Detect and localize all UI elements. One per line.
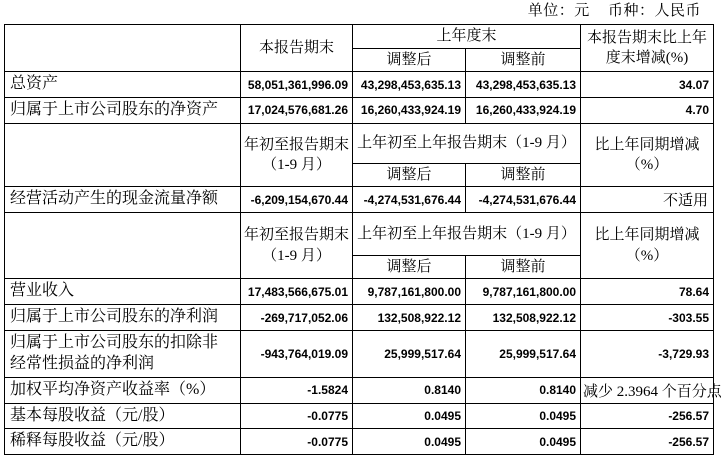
row-label: 总资产 — [5, 72, 241, 98]
cell-adjusted: 0.8140 — [353, 377, 466, 403]
unit-currency-line — [528, 1, 701, 22]
financial-summary-table — [4, 24, 722, 455]
cell-change: 34.07 — [581, 72, 714, 98]
row-label: 经营活动产生的现金流量净额 — [5, 187, 241, 213]
cell-before: 9,787,161,800.00 — [466, 279, 581, 305]
cell-change: 4.70 — [581, 98, 714, 124]
cell-before: 16,260,433,924.19 — [466, 98, 581, 124]
cell-adjusted: 43,298,453,635.13 — [353, 72, 466, 98]
table-row — [5, 279, 714, 305]
col-header-change-3: 比上年同期增减（%） — [581, 213, 714, 279]
cell-change: 不适用 — [581, 187, 714, 213]
cell-current: -6,209,154,670.44 — [241, 187, 353, 213]
table-row — [5, 403, 714, 429]
header-blank-cell — [5, 213, 241, 279]
cell-current: -1.5824 — [241, 377, 353, 403]
cell-current: -0.0775 — [241, 429, 353, 455]
col-header-before-adjust-1: 调整前 — [466, 49, 581, 72]
cell-before: 25,999,517.64 — [466, 331, 581, 378]
cell-adjusted: -4,274,531,676.44 — [353, 187, 466, 213]
col-header-before-adjust-2: 调整前 — [466, 163, 581, 186]
cell-adjusted: 0.0495 — [353, 403, 466, 429]
table-row — [5, 331, 714, 378]
col-header-current-period-2: 年初至报告期末（1-9 月） — [241, 123, 353, 186]
cell-current: 17,024,576,681.26 — [241, 98, 353, 124]
cell-change: -3,729.93 — [581, 331, 714, 378]
cell-change: 78.64 — [581, 279, 714, 305]
row-label: 归属于上市公司股东的净资产 — [5, 98, 241, 124]
col-header-prev-group-2: 上年初至上年报告期末（1-9 月） — [353, 123, 581, 163]
col-header-change-2: 比上年同期增减（%） — [581, 123, 714, 186]
cell-current: -0.0775 — [241, 403, 353, 429]
col-header-prev-group-1: 上年度末 — [353, 25, 581, 49]
row-label: 归属于上市公司股东的扣除非经常性损益的净利润 — [5, 331, 241, 378]
currency-label: 币种：人民币 — [607, 3, 701, 19]
row-label: 加权平均净资产收益率（%） — [5, 377, 241, 403]
cell-before: -4,274,531,676.44 — [466, 187, 581, 213]
cell-change: -256.57 — [581, 429, 714, 455]
cell-current: 58,051,361,996.09 — [241, 72, 353, 98]
table-row — [5, 98, 714, 124]
cell-current: -943,764,019.09 — [241, 331, 353, 378]
cell-before: 0.0495 — [466, 403, 581, 429]
row-label: 稀释每股收益（元/股） — [5, 429, 241, 455]
col-header-current-period-1: 本报告期末 — [241, 25, 353, 72]
unit-label: 单位：元 — [527, 3, 590, 19]
table-row — [5, 305, 714, 331]
cell-before: 43,298,453,635.13 — [466, 72, 581, 98]
header-blank-cell — [5, 123, 241, 186]
cell-adjusted: 9,787,161,800.00 — [353, 279, 466, 305]
cell-adjusted: 0.0495 — [353, 429, 466, 455]
table-row — [5, 429, 714, 455]
col-header-adjusted-1: 调整后 — [353, 49, 466, 72]
col-header-before-adjust-3: 调整前 — [466, 256, 581, 279]
cell-adjusted: 132,508,922.12 — [353, 305, 466, 331]
row-label: 归属于上市公司股东的净利润 — [5, 305, 241, 331]
col-header-adjusted-2: 调整后 — [353, 163, 466, 186]
table-row — [5, 187, 714, 213]
cell-change: -256.57 — [581, 403, 714, 429]
row-label: 基本每股收益（元/股） — [5, 403, 241, 429]
table-row — [5, 377, 714, 403]
cell-current: 17,483,566,675.01 — [241, 279, 353, 305]
cell-change: -303.55 — [581, 305, 714, 331]
cell-before: 0.0495 — [466, 429, 581, 455]
col-header-adjusted-3: 调整后 — [353, 256, 466, 279]
cell-change: 减少 2.3964 个百分点 — [581, 377, 714, 403]
row-label: 营业收入 — [5, 279, 241, 305]
cell-before: 0.8140 — [466, 377, 581, 403]
table-row — [5, 72, 714, 98]
cell-before: 132,508,922.12 — [466, 305, 581, 331]
col-header-change-1: 本报告期末比上年度末增减(%) — [581, 25, 714, 72]
cell-adjusted: 25,999,517.64 — [353, 331, 466, 378]
col-header-prev-group-3: 上年初至上年报告期末（1-9 月） — [353, 213, 581, 256]
col-header-current-period-3: 年初至报告期末（1-9 月） — [241, 213, 353, 279]
cell-current: -269,717,052.06 — [241, 305, 353, 331]
header-blank-cell — [5, 25, 241, 72]
cell-adjusted: 16,260,433,924.19 — [353, 98, 466, 124]
